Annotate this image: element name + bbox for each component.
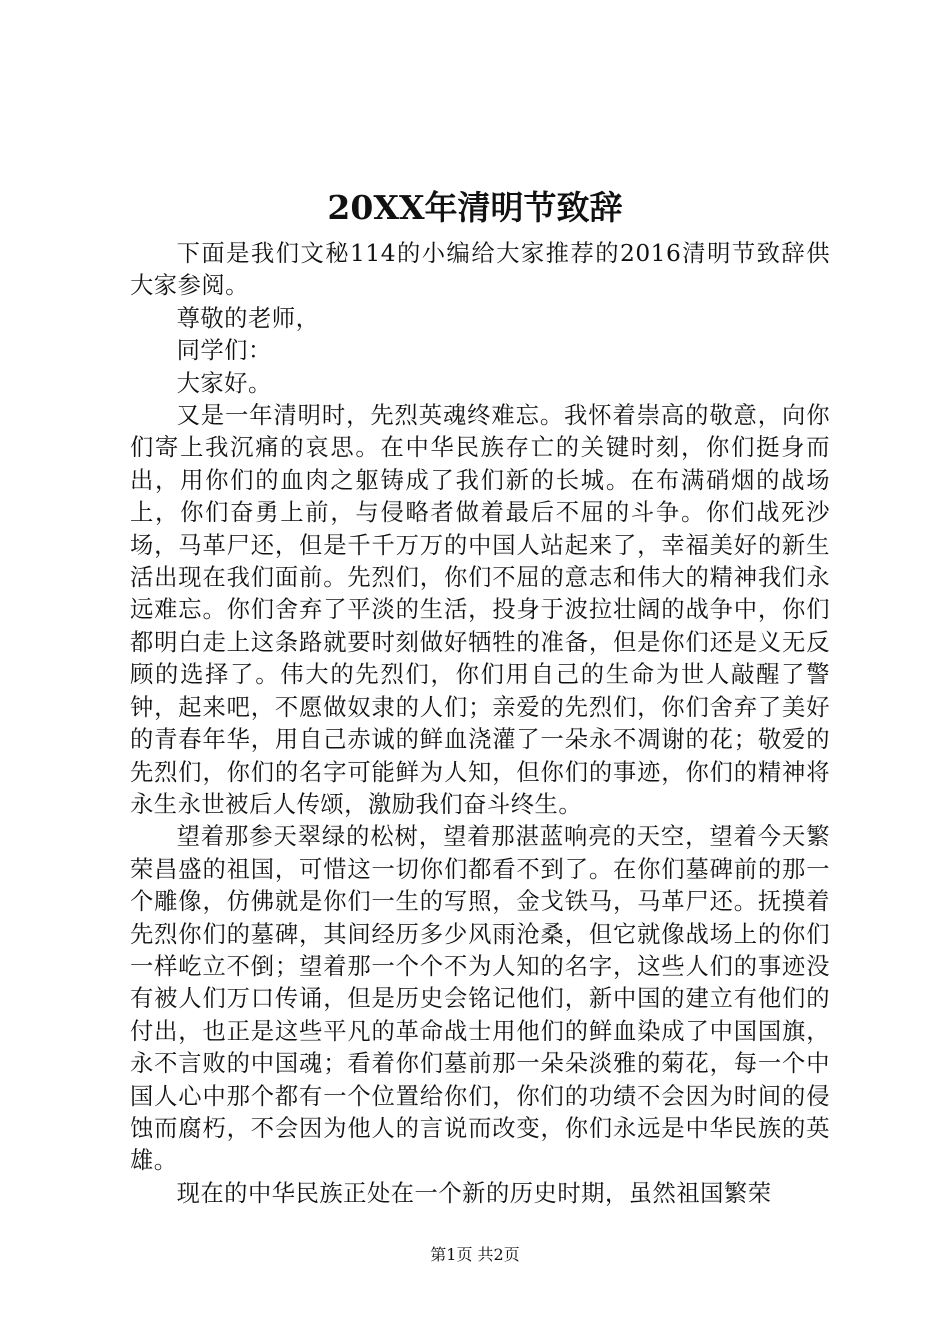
paragraph-body-1: 又是一年清明时，先烈英魂终难忘。我怀着崇高的敬意，向你们寄上我沉痛的哀思。在中华民族存亡的关键时刻，你们挺身而出，用你们的血肉之躯铸成了我们新的长城。在布满硝烟的战场上，你们奋勇上前，与侵略者做着最后不屈的斗争。你们战死沙场，马革尸还，但是千千万万的中国人站起来了，幸福美好的新生活出现在我们面前。先烈们，你们不屈的意志和伟大的精神我们永远难忘。你们舍弃了平淡的生活，投身于波拉壮阔的战争中，你们都明白走上这条路就要时刻做好牺牲的准备，但是你们还是义无反顾的选择了。伟大的先烈们，你们用自己的生命为世人敲醒了警钟，起来吧，不愿做奴隶的人们；亲爱的先烈们，你们舍弃了美好的青春年华，用自己赤诚的鲜血浇灌了一朵永不凋谢的花；敬爱的先烈们，你们的名字可能鲜为人知，但你们的事迹，你们的精神将永生永世被后人传颂，激励我们奋斗终生。 xyxy=(130,402,830,818)
paragraph-salutation-teachers: 尊敬的老师， xyxy=(176,304,320,332)
document-body xyxy=(130,238,830,1210)
paragraph-intro: 下面是我们文秘114的小编给大家推荐的2016清明节致辞供大家参阅。 xyxy=(130,240,830,300)
paragraph-greeting: 大家好。 xyxy=(176,369,272,397)
paragraph-body-3: 现在的中华民族正处在一个新的历史时期，虽然祖国繁荣 xyxy=(176,1179,772,1207)
page-footer: 第1页 共2页 xyxy=(430,1245,520,1264)
document-title: 20XX年清明节致辞 xyxy=(327,188,623,227)
paragraph-salutation-students: 同学们： xyxy=(176,337,272,365)
paragraph-body-2: 望着那参天翠绿的松树，望着那湛蓝响亮的天空，望着今天繁荣昌盛的祖国，可惜这一切你们都看不到了。在你们墓碑前的那一个雕像，仿佛就是你们一生的写照，金戈铁马，马革尸还。抚摸着先烈你们的墓碑，其间经历多少风雨沧桑，但它就像战场上的你们一样屹立不倒；望着那一个个不为人知的名字，这些人们的事迹没有被人们万口传诵，但是历史会铭记他们，新中国的建立有他们的付出，也正是这些平凡的革命战士用他们的鲜血染成了中国国旗，永不言败的中国魂；看着你们墓前那一朵朵淡雅的菊花，每一个中国人心中那个都有一个位置给你们，你们的功绩不会因为时间的侵蚀而腐朽，不会因为他人的言说而改变，你们永远是中华民族的英雄。 xyxy=(130,823,830,1175)
